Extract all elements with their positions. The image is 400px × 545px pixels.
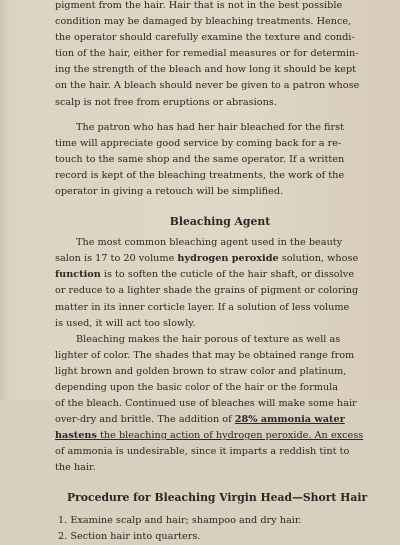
text-line: matter in its inner corticle layer. If a solution of less volume — [55, 301, 350, 313]
text-line: The most common bleaching agent used in the beauty — [76, 237, 343, 249]
text-line: over-dry and brittle. The addition of 28% ammonia water — [55, 414, 345, 426]
paragraph-bleaching-agent — [55, 235, 385, 332]
text-line: of the bleach. Continued use of bleaches will make some hair — [55, 398, 357, 410]
text-line: scalp is not free from eruptions or abrasions. — [55, 96, 277, 108]
text-line: or reduce to a lighter shade the grains of pigment or coloring — [55, 285, 359, 297]
text-line: is used, it will act too slowly. — [55, 317, 196, 329]
section-heading: Bleaching Agent — [169, 215, 271, 229]
text-line: pigment from the hair. Hair that is not in the best possible — [55, 0, 343, 11]
underlined-term: hastens — [55, 430, 97, 442]
paragraph-hair-condition — [55, 0, 385, 111]
procedure-list — [55, 513, 385, 545]
text-line: hastens the bleaching action of hydrogen peroxide. An excess — [55, 430, 364, 442]
text-line: function is to soften the cuticle of the hair shaft, or dissolve — [55, 269, 354, 281]
text-line: of ammonia is undesirable, since it imparts a reddish tint to — [55, 446, 350, 458]
list-item: 2. Section hair into quarters. — [58, 530, 201, 542]
procedure-heading: Procedure for Bleaching Virgin Head—Short Hair — [67, 490, 368, 504]
paragraph-bleaching-effects — [55, 332, 385, 477]
text-line: the hair. — [55, 462, 96, 474]
text-line: The patron who has had her hair bleached for the first — [76, 121, 344, 133]
text-line: the operator should carefully examine the texture and condi- — [55, 32, 355, 44]
text-line: touch to the same shop and the same operator. If a written — [55, 153, 345, 165]
bold-term: hydrogen peroxide — [177, 253, 279, 265]
page-text — [55, 0, 385, 545]
text-line: on the hair. A bleach should never be given to a patron whose — [55, 80, 360, 92]
underlined-term: 28% ammonia water — [234, 414, 345, 426]
text-line: operator in giving a retouch will be simplified. — [55, 186, 284, 198]
text-line: salon is 17 to 20 volume hydrogen peroxide solution, whose — [55, 253, 359, 265]
text-line: condition may be damaged by bleaching treatments. Hence, — [55, 16, 352, 28]
text-line: tion of the hair, either for remedial measures or for determin- — [55, 48, 359, 60]
text-line: record is kept of the bleaching treatments, the work of the — [55, 169, 345, 181]
text-line: ing the strength of the bleach and how long it should be kept — [55, 64, 357, 76]
text-line: Bleaching makes the hair porous of texture as well as — [76, 333, 341, 345]
paragraph-retouch — [55, 120, 385, 200]
text-line: time will appreciate good service by coming back for a re- — [55, 137, 342, 149]
bold-term: function — [55, 269, 101, 281]
text-line: light brown and golden brown to straw color and platinum, — [55, 365, 347, 377]
text-line: depending upon the basic color of the hair or the formula — [55, 381, 339, 393]
list-item: 1. Examine scalp and hair; shampoo and dry hair. — [58, 514, 302, 526]
text-line: lighter of color. The shades that may be obtained range from — [55, 349, 355, 361]
